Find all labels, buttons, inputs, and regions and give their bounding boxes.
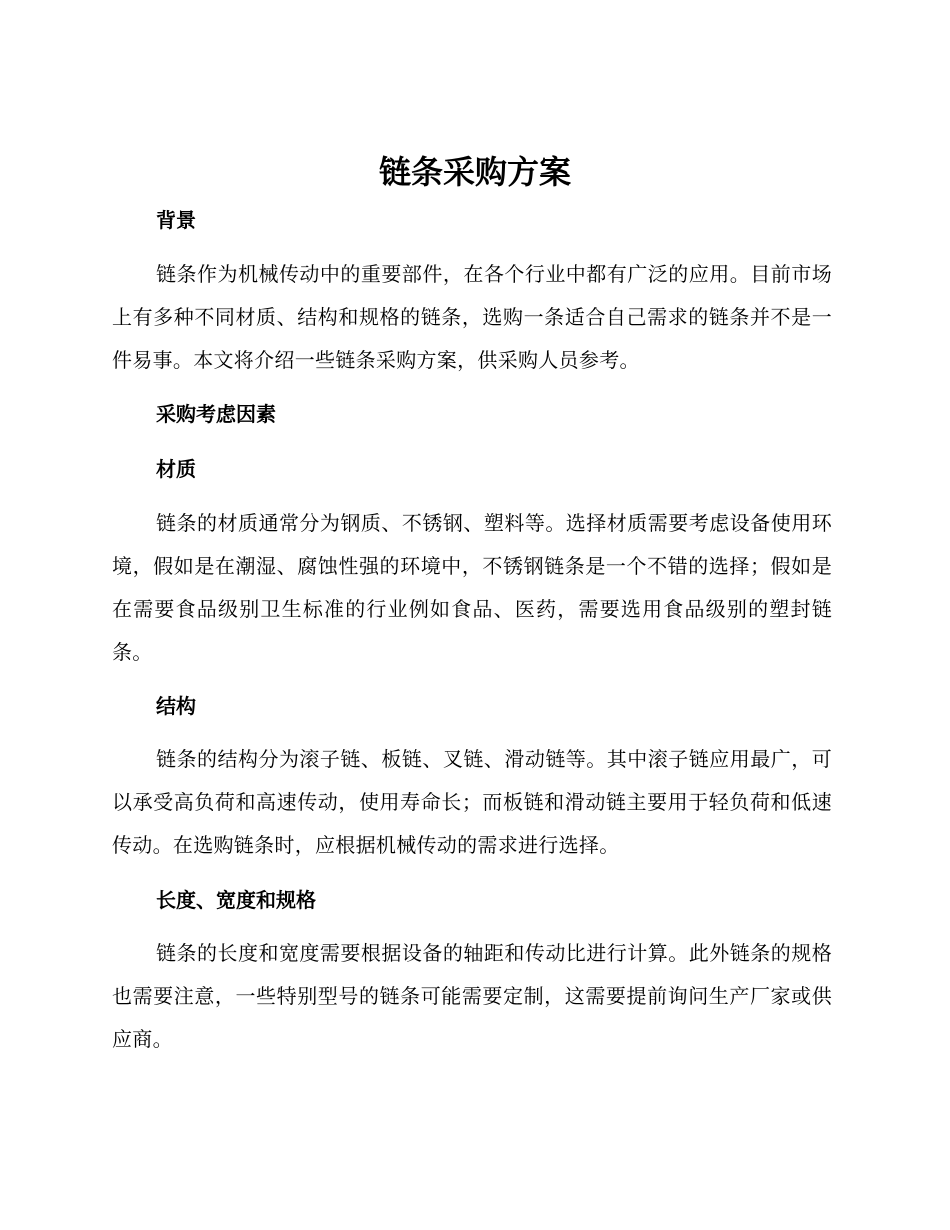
section-paragraph-background: 链条作为机械传动中的重要部件，在各个行业中都有广泛的应用。目前市场上有多种不同材质、结构和规格的链条，选购一条适合自己需求的链条并不是一件易事。本文将介绍一些链条采购方案，供采购人员参考。 bbox=[112, 262, 832, 372]
section-heading-background: 背景 bbox=[156, 208, 196, 232]
document-title: 链条采购方案 bbox=[378, 153, 571, 191]
section-paragraph-material: 链条的材质通常分为钢质、不锈钢、塑料等。选择材质需要考虑设备使用环境，假如是在潮湿、腐蚀性强的环境中，不锈钢链条是一个不错的选择；假如是在需要食品级别卫生标准的行业例如食品、医药，需要选用食品级别的塑封链条。 bbox=[112, 511, 832, 664]
section-paragraph-structure: 链条的结构分为滚子链、板链、叉链、滑动链等。其中滚子链应用最广，可以承受高负荷和高速传动，使用寿命长；而板链和滑动链主要用于轻负荷和低速传动。在选购链条时，应根据机械传动的需求进行选择。 bbox=[112, 747, 832, 857]
section-paragraph-length-width-spec: 链条的长度和宽度需要根据设备的轴距和传动比进行计算。此外链条的规格也需要注意，一些特别型号的链条可能需要定制，这需要提前询问生产厂家或供应商。 bbox=[112, 941, 832, 1051]
section-heading-length-width-spec: 长度、宽度和规格 bbox=[156, 888, 316, 912]
section-heading-purchase-factors: 采购考虑因素 bbox=[156, 402, 276, 426]
section-heading-structure: 结构 bbox=[156, 694, 196, 718]
section-heading-material: 材质 bbox=[156, 457, 196, 481]
